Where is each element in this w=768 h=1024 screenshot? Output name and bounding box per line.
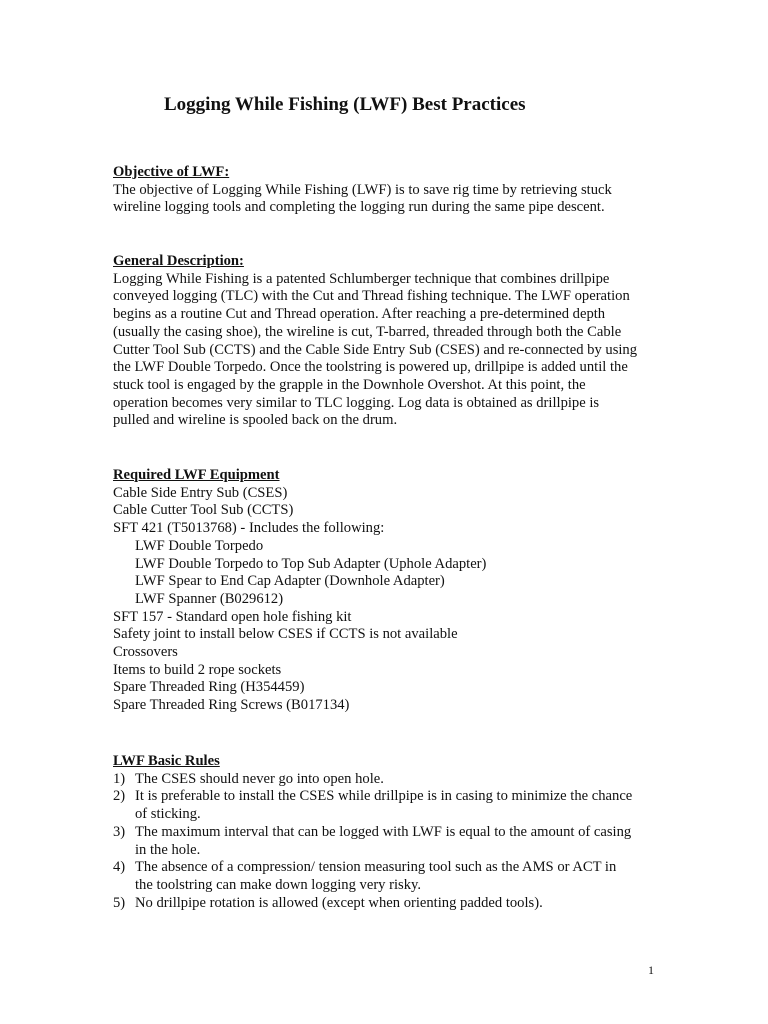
equipment-item: Crossovers xyxy=(113,644,178,661)
equipment-item: Spare Threaded Ring Screws (B017134) xyxy=(113,697,350,714)
equipment-section xyxy=(113,467,658,715)
rule-text: of sticking. xyxy=(135,806,201,823)
rule-item xyxy=(113,771,658,789)
rules-heading: LWF Basic Rules xyxy=(113,753,220,769)
general-description-line: begins as a routine Cut and Thread operation. After reaching a pre-determined depth xyxy=(113,306,606,323)
objective-section xyxy=(113,164,658,217)
rule-item xyxy=(113,788,658,823)
general-description-line: Cutter Tool Sub (CCTS) and the Cable Side Entry Sub (CSES) and re-connected by using xyxy=(113,341,638,358)
rule-number: 4) xyxy=(113,859,126,876)
rule-number: 1) xyxy=(113,770,126,787)
equipment-subitem: LWF Spanner (B029612) xyxy=(135,590,284,607)
equipment-item: Spare Threaded Ring (H354459) xyxy=(113,679,305,696)
equipment-item: Cable Cutter Tool Sub (CCTS) xyxy=(113,502,294,519)
general-description-heading: General Description: xyxy=(113,253,244,269)
rules-section xyxy=(113,753,658,912)
rule-number: 2) xyxy=(113,788,126,805)
rule-item xyxy=(113,824,658,859)
general-description-line: (usually the casing shoe), the wireline is cut, T-barred, threaded through both the Cable xyxy=(113,323,622,340)
general-description-section xyxy=(113,253,658,430)
objective-line: wireline logging tools and completing the logging run during the same pipe descent. xyxy=(113,199,605,216)
general-description-line: pulled and wireline is spooled back on the drum. xyxy=(113,412,398,429)
rule-text: No drillpipe rotation is allowed (except when orienting padded tools). xyxy=(135,894,543,911)
equipment-item: Items to build 2 rope sockets xyxy=(113,661,282,678)
equipment-subitem: LWF Double Torpedo to Top Sub Adapter (Uphole Adapter) xyxy=(135,555,487,572)
rule-text: The CSES should never go into open hole. xyxy=(135,770,384,787)
equipment-item: Safety joint to install below CSES if CCTS is not available xyxy=(113,626,458,643)
rule-number: 5) xyxy=(113,894,126,911)
rule-item xyxy=(113,859,658,894)
rule-text: The absence of a compression/ tension measuring tool such as the AMS or ACT in xyxy=(135,859,617,876)
objective-heading: Objective of LWF: xyxy=(113,164,230,180)
rule-item xyxy=(113,895,658,913)
general-description-line: Logging While Fishing is a patented Schlumberger technique that combines drillpipe xyxy=(113,270,610,287)
equipment-item: Cable Side Entry Sub (CSES) xyxy=(113,484,288,501)
equipment-item: SFT 157 - Standard open hole fishing kit xyxy=(113,608,352,625)
objective-line: The objective of Logging While Fishing (LWF) is to save rig time by retrieving stuck xyxy=(113,181,612,198)
equipment-item: SFT 421 (T5013768) - Includes the following: xyxy=(113,520,385,537)
general-description-line: stuck tool is engaged by the grapple in the Downhole Overshot. At this point, the xyxy=(113,376,586,393)
rule-text: the toolstring can make down logging very risky. xyxy=(135,876,422,893)
rule-text: in the hole. xyxy=(135,841,201,858)
general-description-line: operation becomes very similar to TLC logging. Log data is obtained as drillpipe is xyxy=(113,394,600,411)
rule-text: The maximum interval that can be logged with LWF is equal to the amount of casing xyxy=(135,823,632,840)
page-number: 1 xyxy=(648,963,654,977)
rule-text: It is preferable to install the CSES while drillpipe is in casing to minimize the chance xyxy=(135,788,633,805)
general-description-line: conveyed logging (TLC) with the Cut and Thread fishing technique. The LWF operation xyxy=(113,288,630,305)
equipment-heading: Required LWF Equipment xyxy=(113,467,280,483)
general-description-line: the LWF Double Torpedo. Once the toolstring is powered up, drillpipe is added until the xyxy=(113,359,628,376)
rules-list xyxy=(113,771,658,913)
rule-number: 3) xyxy=(113,823,126,840)
equipment-subitem: LWF Spear to End Cap Adapter (Downhole Adapter) xyxy=(135,573,445,590)
document-title: Logging While Fishing (LWF) Best Practices xyxy=(164,94,526,115)
equipment-subitem: LWF Double Torpedo xyxy=(135,537,264,554)
